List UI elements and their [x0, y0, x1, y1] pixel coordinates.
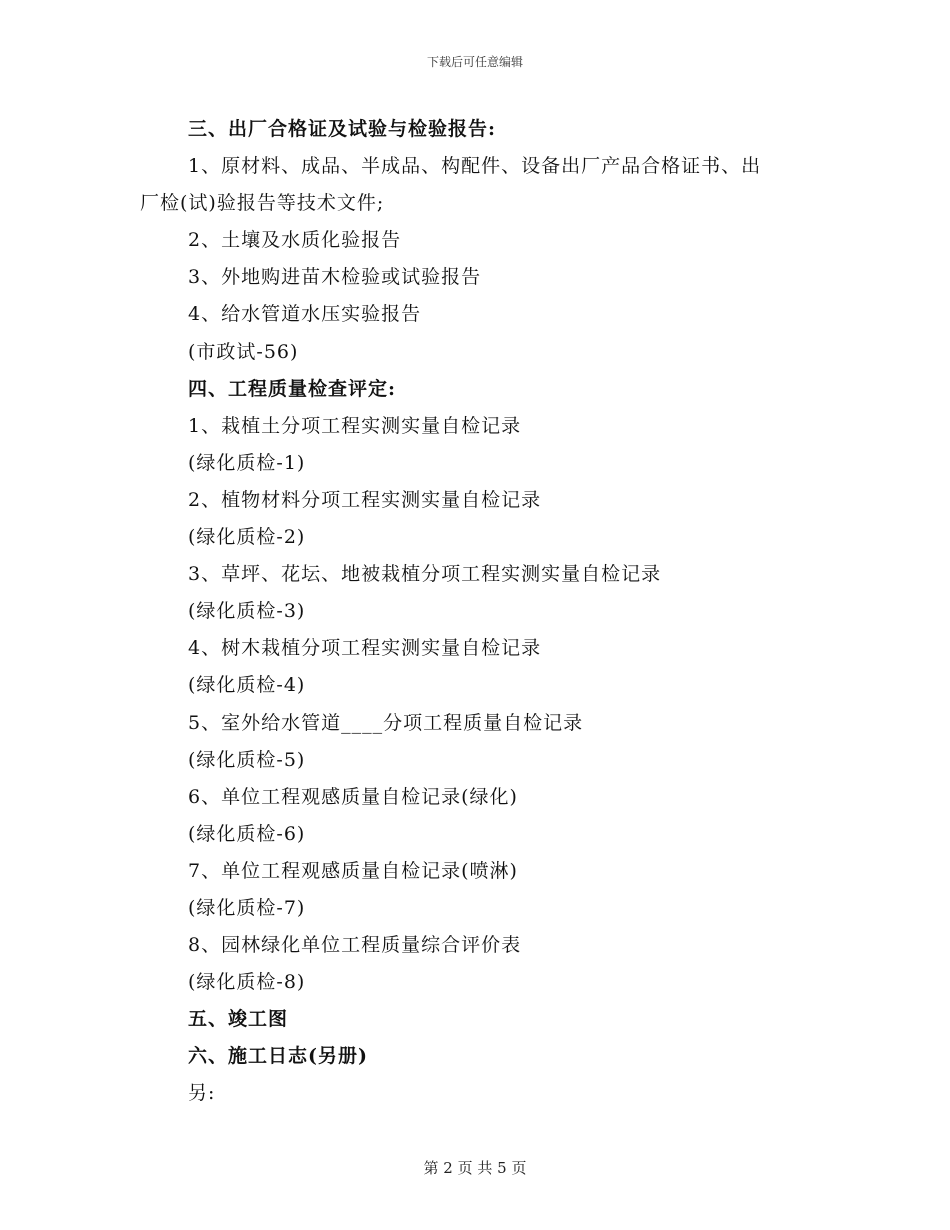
s4-item-text: 2、植物材料分项工程实测实量自检记录 [188, 488, 542, 511]
s3-item2: 2、土壤及水质化验报告 [188, 229, 402, 252]
s4-item-code: (绿化质检-5) [188, 748, 306, 771]
section-6-title: 六、施工日志(另册) [188, 1045, 368, 1068]
s4-item-text: 6、单位工程观感质量自检记录(绿化) [188, 785, 518, 808]
extra-note: 另: [188, 1082, 216, 1105]
page-header-note: 下载后可任意编辑 [426, 55, 523, 69]
s3-item1-line2: 厂检(试)验报告等技术文件; [140, 192, 385, 215]
section-5-title: 五、竣工图 [188, 1008, 289, 1031]
s4-item-code: (绿化质检-1) [188, 451, 306, 474]
s4-item-code: (绿化质检-3) [188, 600, 306, 623]
page-number-footer: 第 2 页 共 5 页 [423, 1159, 527, 1177]
section-3-title: 三、出厂合格证及试验与检验报告: [188, 118, 497, 140]
s3-item4-code: (市政试-56) [188, 340, 299, 363]
s4-item-text: 8、园林绿化单位工程质量综合评价表 [188, 934, 522, 957]
document-body [0, 111, 950, 1113]
s4-item-text: 5、室外给水管道____分项工程质量自检记录 [188, 711, 584, 734]
s4-item-code: (绿化质检-4) [188, 674, 306, 697]
section-4-title: 四、工程质量检查评定: [188, 377, 397, 400]
s4-item-text: 4、树木栽植分项工程实测实量自检记录 [188, 637, 542, 660]
s4-item-code: (绿化质检-7) [188, 896, 306, 919]
s4-item-code: (绿化质检-6) [188, 822, 306, 845]
s4-item-text: 7、单位工程观感质量自检记录(喷淋) [188, 859, 518, 882]
s4-item-text: 1、栽植土分项工程实测实量自检记录 [188, 414, 522, 437]
s3-item3: 3、外地购进苗木检验或试验报告 [188, 266, 482, 289]
s4-item-text: 3、草坪、花坛、地被栽植分项工程实测实量自检记录 [188, 563, 662, 586]
s3-item1-line1: 1、原材料、成品、半成品、构配件、设备出厂产品合格证书、出 [188, 155, 762, 178]
s3-item4: 4、给水管道水压实验报告 [188, 303, 422, 326]
s4-item-code: (绿化质检-2) [188, 526, 306, 549]
s4-item-code: (绿化质检-8) [188, 971, 306, 994]
